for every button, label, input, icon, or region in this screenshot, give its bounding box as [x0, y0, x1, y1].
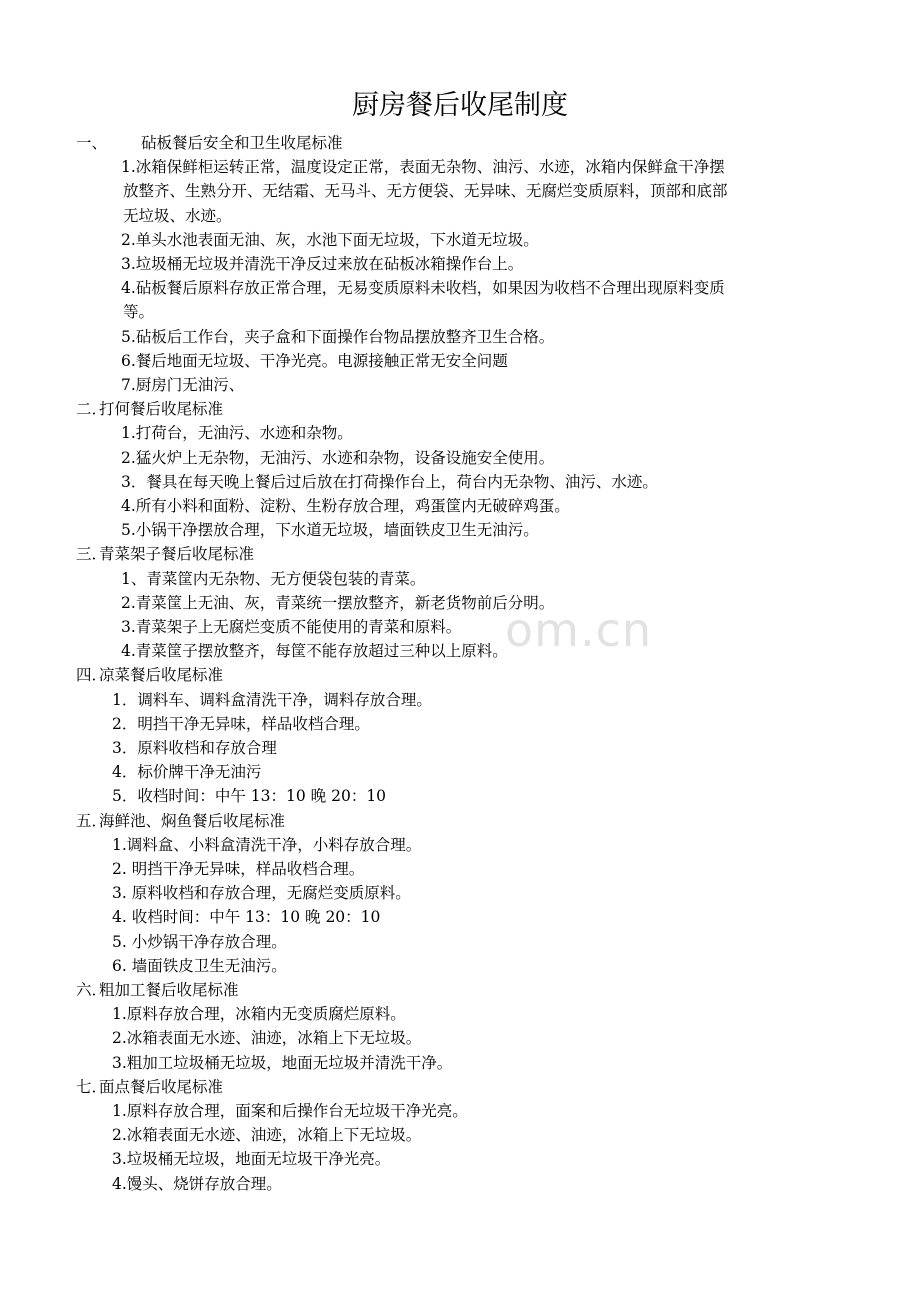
- list-item: 2.单头水池表面无油、灰，水池下面无垃圾，下水道无垃圾。: [121, 230, 539, 249]
- section-heading-text: 面点餐后收尾标准: [99, 1077, 224, 1096]
- list-item: 6. 墙面铁皮卫生无油污。: [112, 956, 287, 975]
- list-item: 1.原料存放合理，冰箱内无变质腐烂原料。: [112, 1005, 406, 1024]
- list-item: 4.砧板餐后原料存放正常合理，无易变质原料未收档，如果因为收档不合理出现原料变质: [121, 279, 725, 298]
- list-item: 5. 小炒锅干净存放合理。: [112, 932, 287, 951]
- list-item: 3.垃圾桶无垃圾，地面无垃圾干净光亮。: [112, 1150, 391, 1169]
- list-item: 2．明挡干净无异味，样品收档合理。: [112, 714, 370, 733]
- list-item: 4.青菜筐子摆放整齐，每筐不能存放超过三种以上原料。: [121, 642, 508, 661]
- list-item: 1.打荷台，无油污、水迹和杂物。: [121, 424, 353, 443]
- section-heading-text: 粗加工餐后收尾标准: [99, 981, 239, 999]
- section-number: 四．: [76, 666, 108, 685]
- list-item: 5．收档时间：中午 13：10 晚 20：10: [112, 787, 387, 806]
- list-item: 1．调料车、调料盒清洗干净，调料存放合理。: [112, 690, 432, 709]
- list-item: 4．标价牌干净无油污: [112, 763, 262, 782]
- list-item: 1.调料盒、小料盒清洗干净，小料存放合理。: [112, 835, 422, 854]
- list-item: 2.冰箱表面无水迹、油迹，冰箱上下无垃圾。: [112, 1029, 422, 1048]
- document-title: 厨房餐后收尾制度: [352, 90, 568, 121]
- list-item: 3．餐具在每天晚上餐后过后放在打荷操作台上，荷台内无杂物、油污、水迹。: [121, 472, 658, 491]
- section-number: 二．: [76, 400, 108, 419]
- list-item: 4. 收档时间：中午 13：10 晚 20：10: [112, 908, 381, 927]
- section-heading-text: 打何餐后收尾标准: [99, 400, 224, 419]
- section-number: 五．: [76, 811, 108, 830]
- list-item: 2.青菜筐上无油、灰，青菜统一摆放整齐，新老货物前后分明。: [121, 593, 555, 612]
- list-item: 3．原料收档和存放合理: [112, 739, 277, 757]
- list-item: 3.青菜架子上无腐烂变质不能使用的青菜和原料。: [121, 618, 462, 636]
- list-item: 2.猛火炉上无杂物，无油污、水迹和杂物，设备设施安全使用。: [121, 448, 555, 467]
- list-item: 7.厨房门无油污、: [121, 376, 245, 394]
- list-item: 4.所有小料和面粉、淀粉、生粉存放合理，鸡蛋筐内无破碎鸡蛋。: [121, 497, 570, 515]
- section-heading-text: 凉菜餐后收尾标准: [99, 666, 224, 685]
- list-item-continuation: 无垃圾、水迹。: [123, 206, 232, 225]
- section-number: 三．: [76, 545, 108, 564]
- list-item: 5.砧板后工作台，夹子盒和下面操作台物品摆放整齐卫生合格。: [121, 327, 555, 346]
- list-item: 5.小锅干净摆放合理，下水道无垃圾，墙面铁皮卫生无油污。: [121, 521, 539, 540]
- section-heading-text: 砧板餐后安全和卫生收尾标准: [141, 134, 343, 152]
- section-heading-text: 海鲜池、焖鱼餐后收尾标准: [99, 811, 286, 830]
- section-number: 七．: [76, 1077, 108, 1096]
- list-item: 3.垃圾桶无垃圾并清洗干净反过来放在砧板冰箱操作台上。: [121, 255, 524, 273]
- section-heading-text: 青菜架子餐后收尾标准: [99, 545, 255, 564]
- list-item: 2. 明挡干净无异味，样品收档合理。: [112, 860, 365, 878]
- list-item: 1.原料存放合理，面案和后操作台无垃圾干净光亮。: [112, 1102, 468, 1120]
- list-item: 6.餐后地面无垃圾、干净光亮。电源接触正常无安全问题: [121, 351, 508, 370]
- list-item: 3. 原料收档和存放合理，无腐烂变质原料。: [112, 884, 411, 903]
- list-item: 3.粗加工垃圾桶无垃圾，地面无垃圾并清洗干净。: [112, 1053, 453, 1072]
- list-item: 4.馒头、烧饼存放合理。: [112, 1174, 282, 1193]
- watermark: om.cn: [505, 603, 653, 657]
- list-item-continuation: 放整齐、生熟分开、无结霜、无马斗、无方便袋、无异味、无腐烂变质原料，顶部和底部: [123, 182, 728, 201]
- list-item: 1、青菜筐内无杂物、无方便袋包装的青菜。: [121, 569, 426, 588]
- list-item-continuation: 等。: [123, 303, 155, 322]
- section-number: 一、: [76, 134, 108, 152]
- list-item: 1.冰箱保鲜柜运转正常，温度设定正常，表面无杂物、油污、水迹，冰箱内保鲜盒干净摆: [121, 158, 725, 177]
- section-number: 六．: [76, 981, 108, 999]
- list-item: 2.冰箱表面无水迹、油迹，冰箱上下无垃圾。: [112, 1126, 422, 1145]
